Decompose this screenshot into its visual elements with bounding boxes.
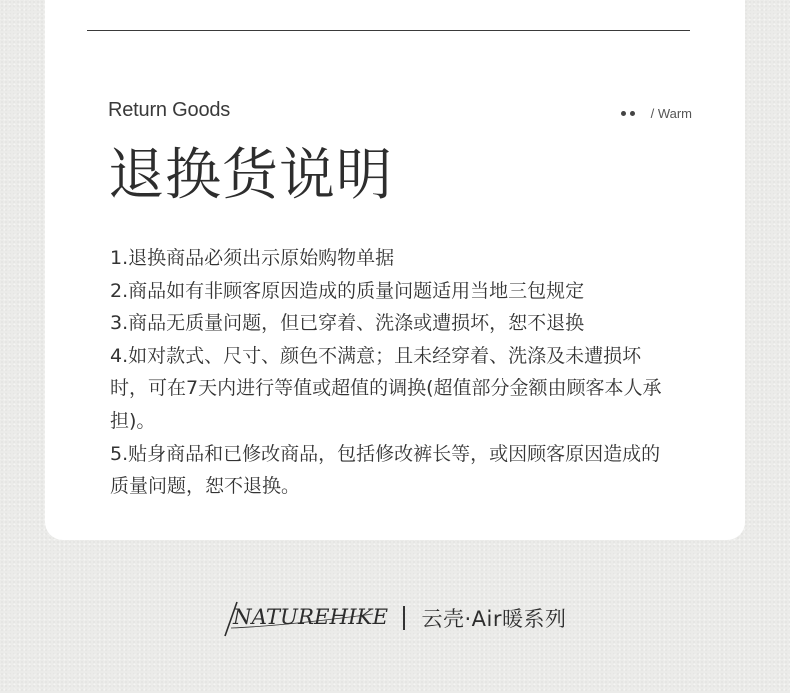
list-item: 4.如对款式、尺寸、颜色不满意；且未经穿着、洗涤及未遭损坏时，可在7天内进行等值或超值的调换(超值部分金额由顾客本人承担)。 <box>110 344 662 432</box>
section-tag-label: / Warm <box>650 106 692 121</box>
top-divider <box>87 30 690 31</box>
dots-icon <box>621 111 635 116</box>
brand-wordmark: NATUREHIKE <box>232 605 389 629</box>
footer <box>0 596 790 640</box>
list-item: 3.商品无质量问题，但已穿着、洗涤或遭损坏，恕不退换 <box>110 312 585 335</box>
section-tag <box>621 106 692 121</box>
brand-logo <box>223 596 391 640</box>
section-eyebrow: Return Goods <box>108 99 231 121</box>
page-title: 退换货说明 <box>108 143 393 208</box>
list-item: 5.贴身商品和已修改商品，包括修改裤长等，或因顾客原因造成的质量问题，恕不退换。 <box>110 442 661 498</box>
list-item: 1.退换商品必须出示原始购物单据 <box>110 247 395 269</box>
list-item: 2.商品如有非顾客原因造成的质量问题适用当地三包规定 <box>110 279 585 302</box>
series-name: 云壳·Air暖系列 <box>421 607 567 631</box>
footer-divider <box>403 606 405 630</box>
return-terms-list <box>110 242 670 503</box>
